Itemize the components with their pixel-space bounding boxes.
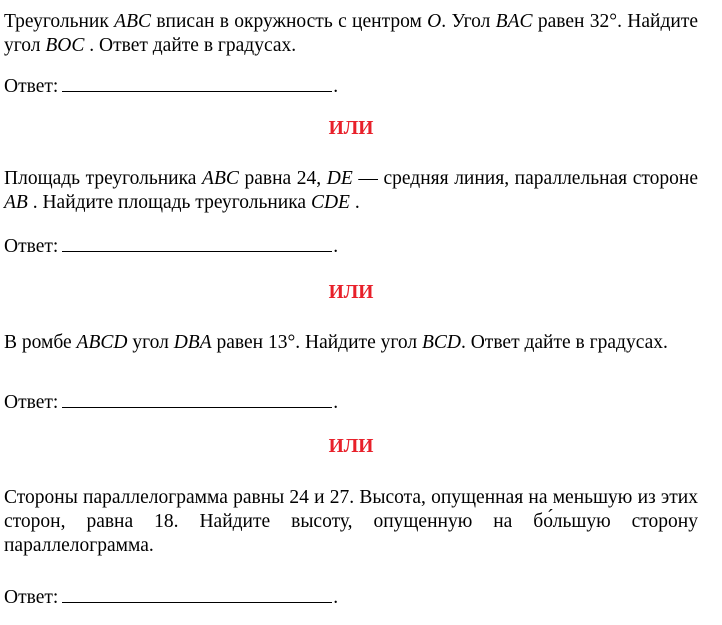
task-2-seg-5: AB (4, 192, 28, 213)
task-3-seg-2: угол (127, 332, 174, 353)
task-2-seg-3: DE (326, 168, 353, 189)
task-2-seg-4: — средняя линия, параллельная стороне (352, 168, 699, 189)
task-1-answer-end: . (333, 76, 339, 97)
task-2-answer-field[interactable] (62, 235, 332, 252)
task-4-answer-end: . (333, 587, 339, 608)
task-2-seg-7: CDE (310, 192, 350, 213)
task-3-text (4, 331, 698, 355)
task-1-answer-field[interactable] (62, 75, 332, 92)
task-1-text (4, 10, 698, 58)
task-4-answer-row (4, 586, 338, 610)
task-2-answer-row (4, 235, 338, 259)
task-1-seg-0: Треугольник (4, 11, 115, 32)
task-3-answer-label: Ответ: (4, 392, 59, 413)
task-1-seg-5: BAC (495, 11, 533, 32)
task-2-seg-1: ABC (202, 168, 239, 189)
task-1-seg-6: равен 32°. Найдите угол (4, 11, 698, 56)
separator-1: ИЛИ (328, 118, 374, 139)
task-4-answer-label: Ответ: (4, 587, 59, 608)
task-2-answer-label: Ответ: (4, 236, 59, 257)
separator-2: ИЛИ (328, 282, 374, 303)
task-3-seg-1: ABCD (76, 332, 128, 353)
task-2-text (4, 167, 698, 215)
task-1-seg-7: BOC (45, 35, 85, 56)
task-3-answer-end: . (333, 392, 339, 413)
task-2-seg-8: . (349, 192, 360, 213)
task-4-seg-0: Стороны параллелограмма равны 24 и 27. Высота, опущенная на меньшую из этих сторон, равна 18. Найдите высоту, опущенную на бо́льшую сторону параллелограмма. (4, 487, 698, 556)
task-1-seg-3: O (427, 11, 442, 32)
task-3-seg-6: . Ответ дайте в градусах. (460, 332, 668, 353)
task-2-seg-6: . Найдите площадь треугольника (27, 192, 311, 213)
task-4-answer-field[interactable] (62, 586, 332, 603)
task-3-answer-row (4, 391, 338, 415)
task-2-answer-end: . (333, 236, 339, 257)
task-3-answer-field[interactable] (62, 391, 332, 408)
task-1-answer-label: Ответ: (4, 76, 59, 97)
task-3-seg-0: В ромбе (4, 332, 77, 353)
task-3-seg-4: равен 13°. Найдите угол (211, 332, 422, 353)
task-1-seg-2: вписан в окружность с центром (151, 11, 428, 32)
task-1-seg-1: ABC (114, 11, 151, 32)
task-3-seg-3: DBA (173, 332, 212, 353)
task-1-seg-8: . Ответ дайте в градусах. (84, 35, 297, 56)
task-1-seg-4: . Угол (441, 11, 496, 32)
task-3-seg-5: BCD (421, 332, 461, 353)
task-4-text (4, 486, 698, 558)
task-2-seg-2: равна 24, (238, 168, 327, 189)
task-2-seg-0: Площадь треугольника (4, 168, 203, 189)
separator-3: ИЛИ (328, 436, 374, 457)
task-1-answer-row (4, 75, 338, 99)
